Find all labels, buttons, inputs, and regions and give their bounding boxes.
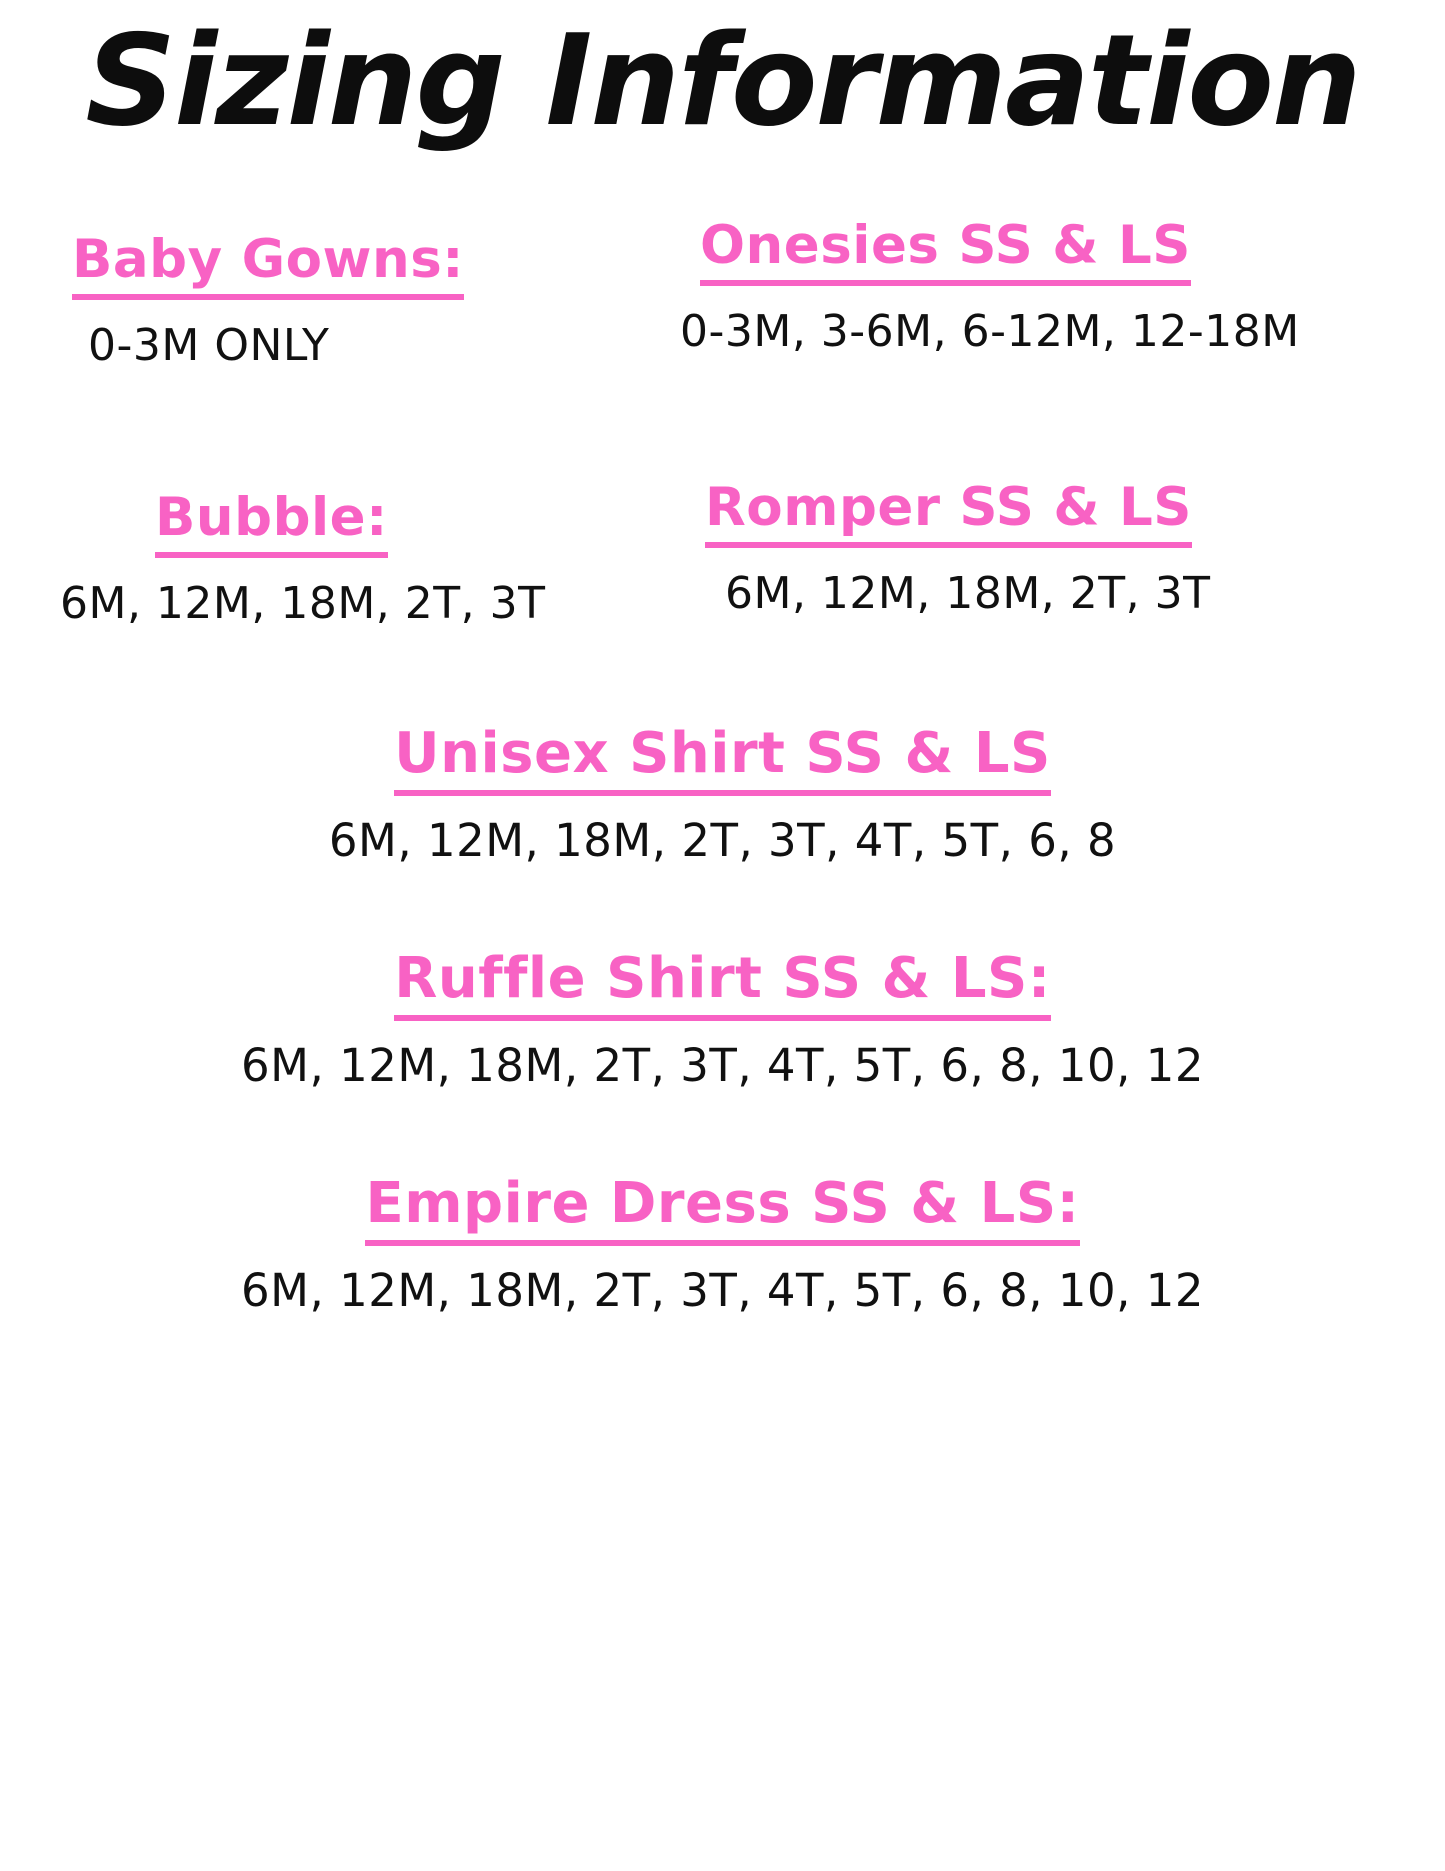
section-sizes-onesies: 0-3M, 3-6M, 6-12M, 12-18M (680, 305, 1300, 357)
section-unisex-shirt (0, 721, 1445, 867)
section-onesies (680, 215, 1300, 357)
section-sizes-unisex-shirt: 6M, 12M, 18M, 2T, 3T, 4T, 5T, 6, 8 (328, 813, 1117, 867)
section-sizes-baby-gowns: 0-3M ONLY (88, 319, 330, 371)
section-romper (705, 477, 1211, 619)
section-ruffle-shirt (0, 946, 1445, 1092)
section-heading-ruffle-shirt: Ruffle Shirt SS & LS: (394, 950, 1051, 1021)
section-heading-bubble: Bubble: (155, 490, 388, 558)
section-empire-dress (0, 1171, 1445, 1317)
section-heading-onesies: Onesies SS & LS (700, 218, 1191, 286)
section-heading-baby-gowns: Baby Gowns: (72, 232, 464, 300)
section-heading-romper: Romper SS & LS (705, 480, 1192, 548)
section-heading-unisex-shirt: Unisex Shirt SS & LS (394, 725, 1051, 796)
section-heading-empire-dress: Empire Dress SS & LS: (365, 1175, 1079, 1246)
page-title: Sizing Information (85, 7, 1360, 154)
section-sizes-romper: 6M, 12M, 18M, 2T, 3T (725, 567, 1211, 619)
section-sizes-bubble: 6M, 12M, 18M, 2T, 3T (60, 577, 546, 629)
section-bubble (60, 487, 546, 629)
section-sizes-ruffle-shirt: 6M, 12M, 18M, 2T, 3T, 4T, 5T, 6, 8, 10, 12 (241, 1038, 1204, 1092)
section-baby-gowns (72, 229, 464, 371)
section-sizes-empire-dress: 6M, 12M, 18M, 2T, 3T, 4T, 5T, 6, 8, 10, 12 (241, 1263, 1204, 1317)
